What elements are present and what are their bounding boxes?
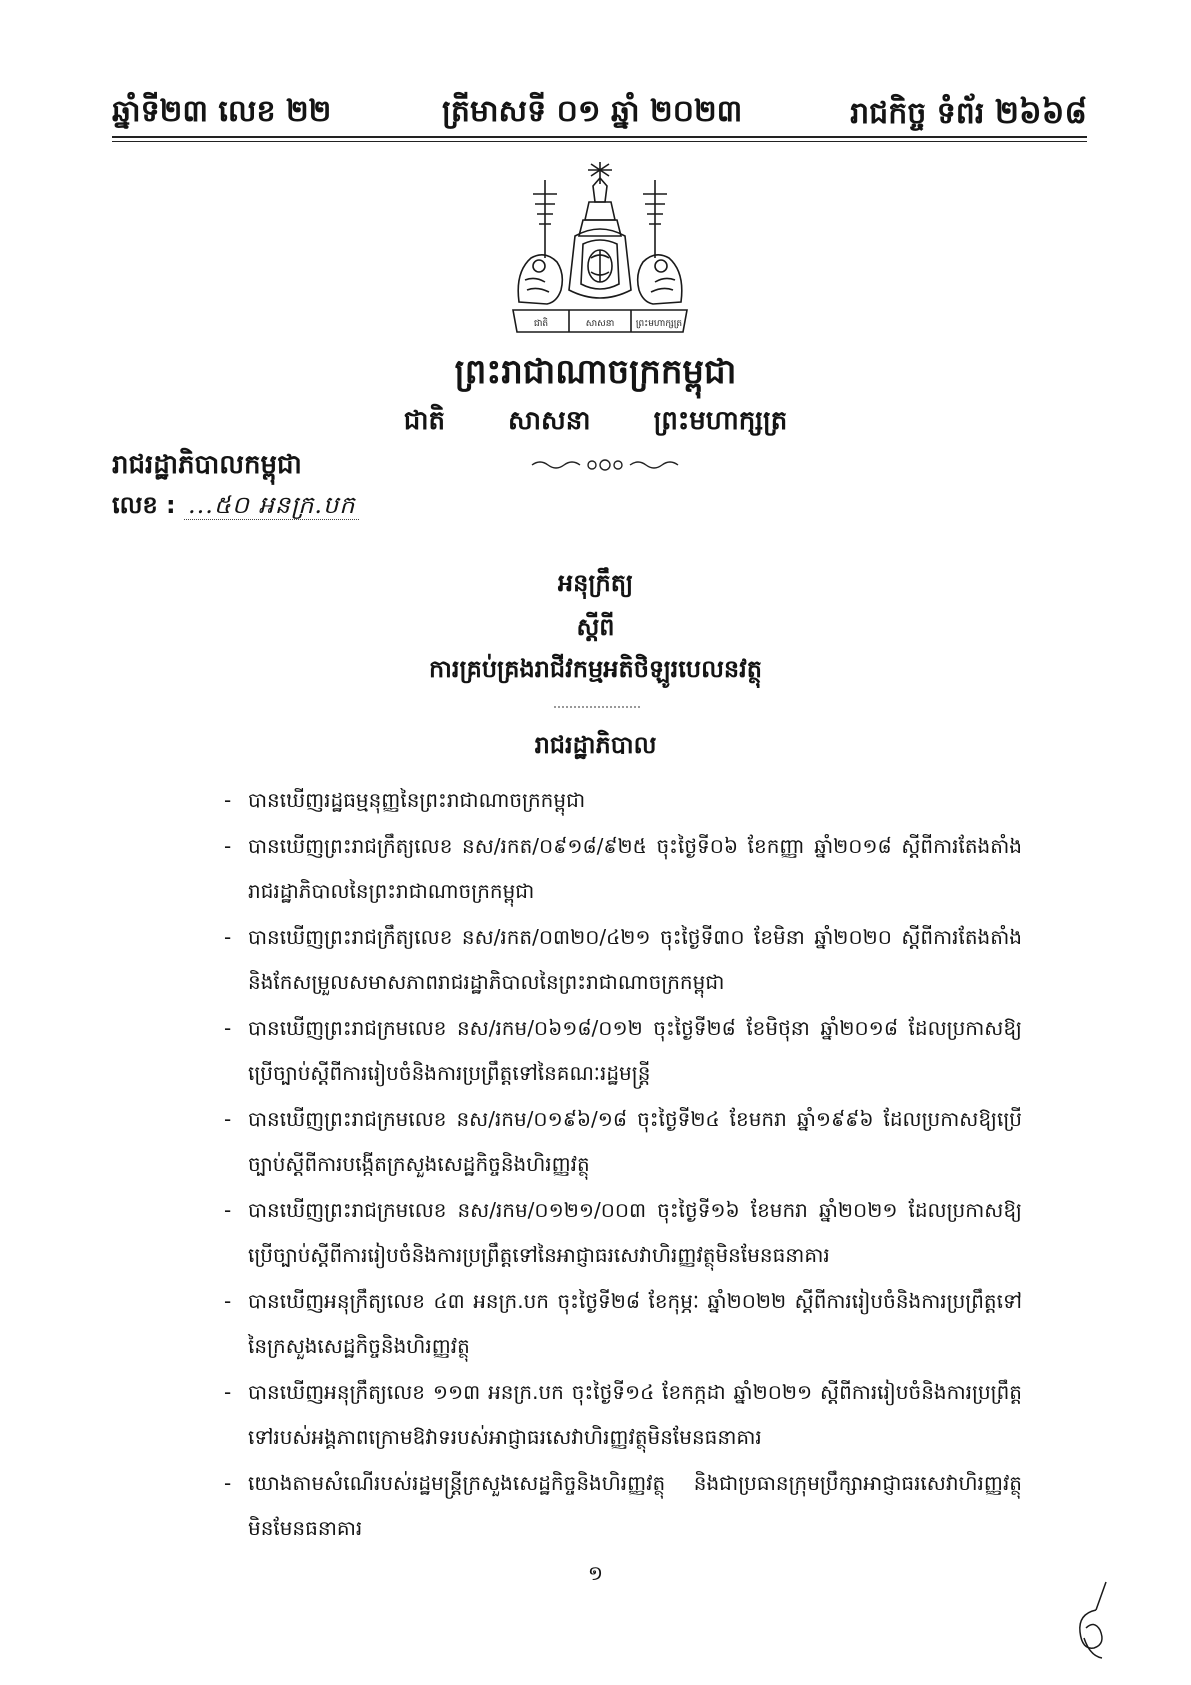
preamble-list (222, 778, 1022, 1552)
royal-coat-of-arms-icon (505, 162, 695, 337)
title-separator-icon (554, 705, 642, 709)
emblem-banner-right: ព្រះមហាក្សត្រ (635, 319, 683, 329)
motto-nation: ជាតិ (403, 406, 445, 436)
preamble-item: - បានឃើញអនុក្រឹត្យលេខ ១១៣ អនក្រ.បក ចុះថ្ងៃទី១៤ ខែកក្កដា ឆ្នាំ២០២១ ស្តីពីការរៀបចំនិងការប្រព្រឹត្តទៅរបស់អង្គភាពក្រោមឱវាទរបស់អាជ្ញាធរសេវាហិរញ្ញវត្ថុមិនមែនធនាគារ (222, 1370, 1022, 1461)
header-rule-top (112, 136, 1087, 138)
header-gazette-label: រាជកិច្ច ទំព័រ (850, 96, 985, 131)
motto-religion: សាសនា (508, 406, 591, 436)
emblem-banner-center: សាសនា (585, 319, 615, 329)
preamble-item: - បានឃើញអនុក្រឹត្យលេខ ៤៣ អនក្រ.បក ចុះថ្ងៃទី២៨ ខែកុម្ភៈ ឆ្នាំ២០២២ ស្តីពីការរៀបចំនិងការប្រព្រឹត្តទៅនៃក្រសួងសេដ្ឋកិច្ចនិងហិរញ្ញវត្ថុ (222, 1279, 1022, 1370)
header-issue-info: ឆ្នាំទី២៣ លេខ ២២ (112, 94, 332, 129)
document-type: អនុក្រឹត្យ (557, 569, 634, 597)
preamble-item: - បានឃើញព្រះរាជក្រឹត្យលេខ នស/រកត/០៩១៨/៩២៥ ចុះថ្ងៃទី០៦ ខែកញ្ញា ឆ្នាំ២០១៨ ស្តីពីការតែងតាំងរាជរដ្ឋាភិបាលនៃព្រះរាជាណាចក្រកម្ពុជា (222, 824, 1022, 915)
motto-king: ព្រះមហាក្សត្រ (653, 406, 788, 436)
header-gazette-page (850, 92, 1087, 134)
document-about: ស្តីពី (576, 613, 615, 641)
document-number-value: ...៥០ អនក្រ.បក (184, 491, 359, 520)
kingdom-title: ព្រះរាជាណាចក្រកម្ពុជា (454, 352, 737, 392)
decorative-ornament-icon (530, 458, 680, 472)
document-number (112, 490, 359, 525)
preamble-item: - បានឃើញព្រះរាជក្រឹត្យលេខ នស/រកត/០៣២០/៤២១ ចុះថ្ងៃទី៣០ ខែមិនា ឆ្នាំ២០២០ ស្តីពីការតែងតាំង និងកែសម្រួលសមាសភាពរាជរដ្ឋាភិបាលនៃព្រះរាជាណាចក្រកម្ពុជា (222, 915, 1022, 1006)
issuing-government: រាជរដ្ឋាភិបាលកម្ពុជា (112, 450, 302, 480)
page-number: ១ (587, 1561, 604, 1585)
emblem-banner-left: ជាតិ (533, 319, 549, 329)
document-number-label: លេខ : (112, 491, 176, 519)
document-subject: ការគ្រប់គ្រងរាជីវកម្មអតិថិឡូរបេលនវត្ថុ (428, 655, 763, 683)
signature-initial-icon (1066, 1580, 1114, 1662)
preamble-item: - បានឃើញព្រះរាជក្រមលេខ នស/រកម/០១៩៦/១៨ ចុះថ្ងៃទី២៤ ខែមករា ឆ្នាំ១៩៩៦ ដែលប្រកាសឱ្យប្រើច្បាប់ស្តីពីការបង្កើតក្រសួងសេដ្ឋកិច្ចនិងហិរញ្ញវត្ថុ (222, 1097, 1022, 1188)
preamble-item: - បានឃើញព្រះរាជក្រមលេខ នស/រកម/០១២១/០០៣ ចុះថ្ងៃទី១៦ ខែមករា ឆ្នាំ២០២១ ដែលប្រកាសឱ្យប្រើច្បាប់ស្តីពីការរៀបចំនិងការប្រព្រឹត្តទៅនៃអាជ្ញាធរសេវាហិរញ្ញវត្ថុមិនមែនធនាគារ (222, 1188, 1022, 1279)
issuer-heading: រាជរដ្ឋាភិបាល (534, 731, 657, 759)
preamble-item: - យោងតាមសំណើរបស់រដ្ឋមន្ត្រីក្រសួងសេដ្ឋកិច្ចនិងហិរញ្ញវត្ថុ និងជាប្រធានក្រុមប្រឹក្សាអាជ្ញាធរសេវាហិរញ្ញវត្ថុមិនមែនធនាគារ (222, 1461, 1022, 1552)
national-motto (0, 404, 1191, 442)
header-gazette-page-number: ២៦៦៨ (994, 93, 1087, 131)
header-rule-bottom (112, 141, 1087, 142)
header-quarter-info: ត្រីមាសទី ០១ ឆ្នាំ ២០២៣ (442, 94, 743, 129)
preamble-item: - បានឃើញព្រះរាជក្រមលេខ នស/រកម/០៦១៨/០១២ ចុះថ្ងៃទី២៨ ខែមិថុនា ឆ្នាំ២០១៨ ដែលប្រកាសឱ្យប្រើច្បាប់ស្តីពីការរៀបចំនិងការប្រព្រឹត្តទៅនៃគណៈរដ្ឋមន្ត្រី (222, 1006, 1022, 1097)
preamble-item: - បានឃើញរដ្ឋធម្មនុញ្ញនៃព្រះរាជាណាចក្រកម្ពុជា (222, 778, 1022, 824)
